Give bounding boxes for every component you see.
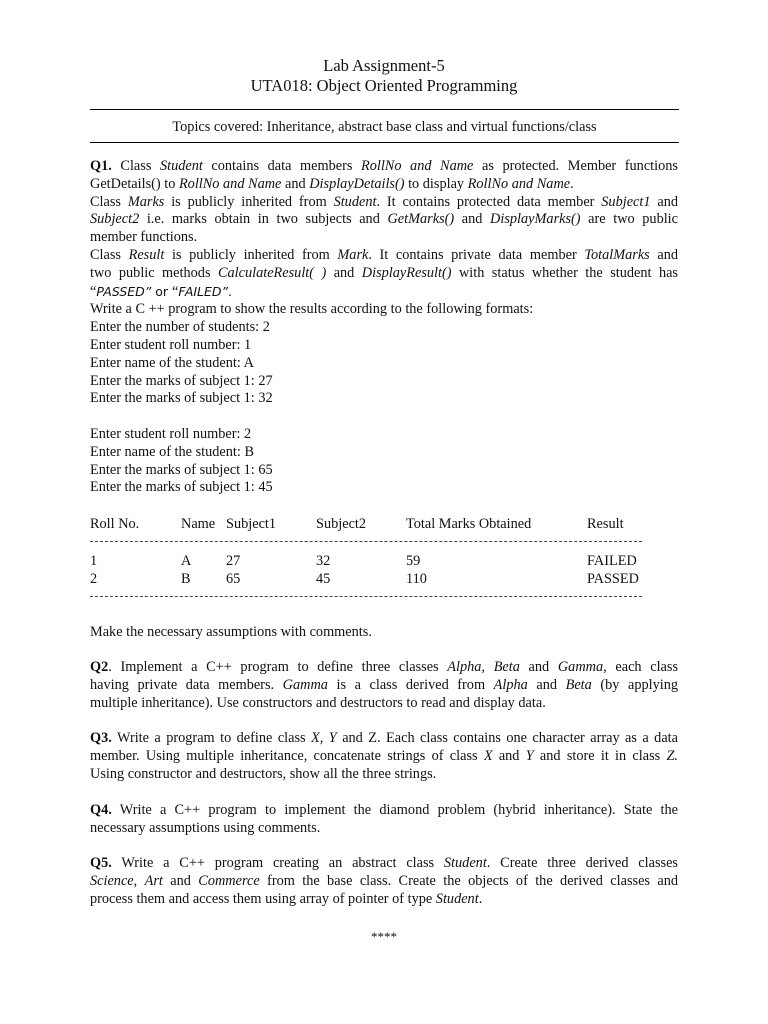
io-line: Enter the marks of subject 1: 32 (90, 390, 273, 407)
table-cell: 45 (316, 571, 331, 587)
table-cell: A (181, 553, 192, 569)
passed-status: PASSED (96, 283, 145, 299)
io-line: Enter the marks of subject 1: 27 (90, 372, 273, 389)
io-line: Enter the number of students: 2 (90, 319, 270, 336)
io-line: Enter name of the student: A (90, 354, 254, 371)
bottom-rule (90, 142, 679, 143)
q3-label: Q3. (90, 730, 112, 746)
table-header-rollno: Roll No. (90, 516, 140, 532)
q5-label: Q5. (90, 855, 112, 871)
io-line: Enter name of the student: B (90, 443, 254, 460)
table-header-name: Name (181, 516, 216, 532)
table-divider (90, 596, 642, 597)
end-stars: **** (371, 929, 397, 944)
q3-text: Q3. Write a program to define class X, Y and Z. Each class contains one character array as a data member. Using multiple inheritance, concatenate strings of class X and Y and store it in class Z. Using constructor and destructors, show all the three strings. (90, 730, 678, 782)
q1-intro: Write a C ++ program to show the results according to the following formats: (90, 301, 534, 318)
table-cell: FAILED (587, 553, 637, 569)
q1-line-4: Subject2 i.e. marks obtain in two subjects and GetMarks() and DisplayMarks() are two public (90, 211, 679, 228)
q1-second-student (90, 426, 678, 497)
q2-label: Q2 (90, 659, 109, 675)
table-cell: 1 (90, 553, 98, 569)
table-cell: 59 (406, 553, 421, 569)
q1-line-3: Class Marks is publicly inherited from Student. It contains protected data member Subject1 and (90, 193, 678, 210)
table-cell: 27 (226, 553, 241, 569)
table-divider (90, 541, 642, 542)
table-cell: 2 (90, 571, 98, 587)
table-cell: B (181, 571, 191, 587)
table-header-result: Result (587, 516, 624, 532)
table-cell: 65 (226, 571, 241, 587)
table-header-subject2: Subject2 (316, 516, 367, 532)
io-line: Enter student roll number: 2 (90, 426, 252, 442)
io-line: Enter student roll number: 1 (90, 336, 252, 353)
table-cell: 110 (406, 571, 427, 587)
table-cell: PASSED (587, 571, 639, 587)
io-line: Enter the marks of subject 1: 65 (90, 461, 273, 478)
q4-label: Q4. (90, 802, 112, 818)
top-rule (90, 109, 679, 110)
table-header-subject1: Subject1 (226, 516, 277, 532)
course-title: UTA018: Object Oriented Programming (250, 76, 518, 95)
failed-status: FAILED (178, 283, 222, 299)
table-header-total: Total Marks Obtained (406, 516, 532, 532)
q1-line-7: two public methods CalculateResult( ) and DisplayResult() with status whether the student has (90, 264, 679, 281)
io-line: Enter the marks of subject 1: 45 (90, 479, 273, 496)
q5-text: Q5. Write a C++ program creating an abstract class Student. Create three derived classes Science, Art and Commerce from the base class. Create the objects of the derived classes and process them and access them using array of pointer of type Student. (90, 855, 678, 907)
q2-text: Q2. Implement a C++ program to define three classes Alpha, Beta and Gamma, each class having private data members. Gamma is a class derived from Alpha and Beta (by applying multiple inheritance). Use constructors and destructors to read and display data. (90, 659, 679, 711)
q1-line-6: Class Result is publicly inherited from Mark. It contains private data member TotalMarks and (90, 246, 679, 263)
q1-line-1: Q1. Class Student contains data members RollNo and Name as protected. Member functions (90, 158, 678, 174)
q4-text: Q4. Write a C++ program to implement the diamond problem (hybrid inheritance). State the necessary assumptions using comments. (90, 802, 678, 836)
q1-description (90, 158, 678, 408)
q1-line-2: GetDetails() to RollNo and Name and DisplayDetails() to display RollNo and Name. (90, 175, 574, 192)
q1-line-8: “PASSED” or “FAILED”. (90, 283, 233, 300)
q1-line-5: member functions. (90, 229, 198, 246)
q1-label: Q1. (90, 158, 112, 174)
assignment-title: Lab Assignment-5 (323, 56, 445, 75)
topics-covered: Topics covered: Inheritance, abstract base class and virtual functions/class (172, 119, 597, 135)
q1-closing: Make the necessary assumptions with comments. (90, 624, 372, 640)
table-cell: 32 (316, 553, 331, 569)
